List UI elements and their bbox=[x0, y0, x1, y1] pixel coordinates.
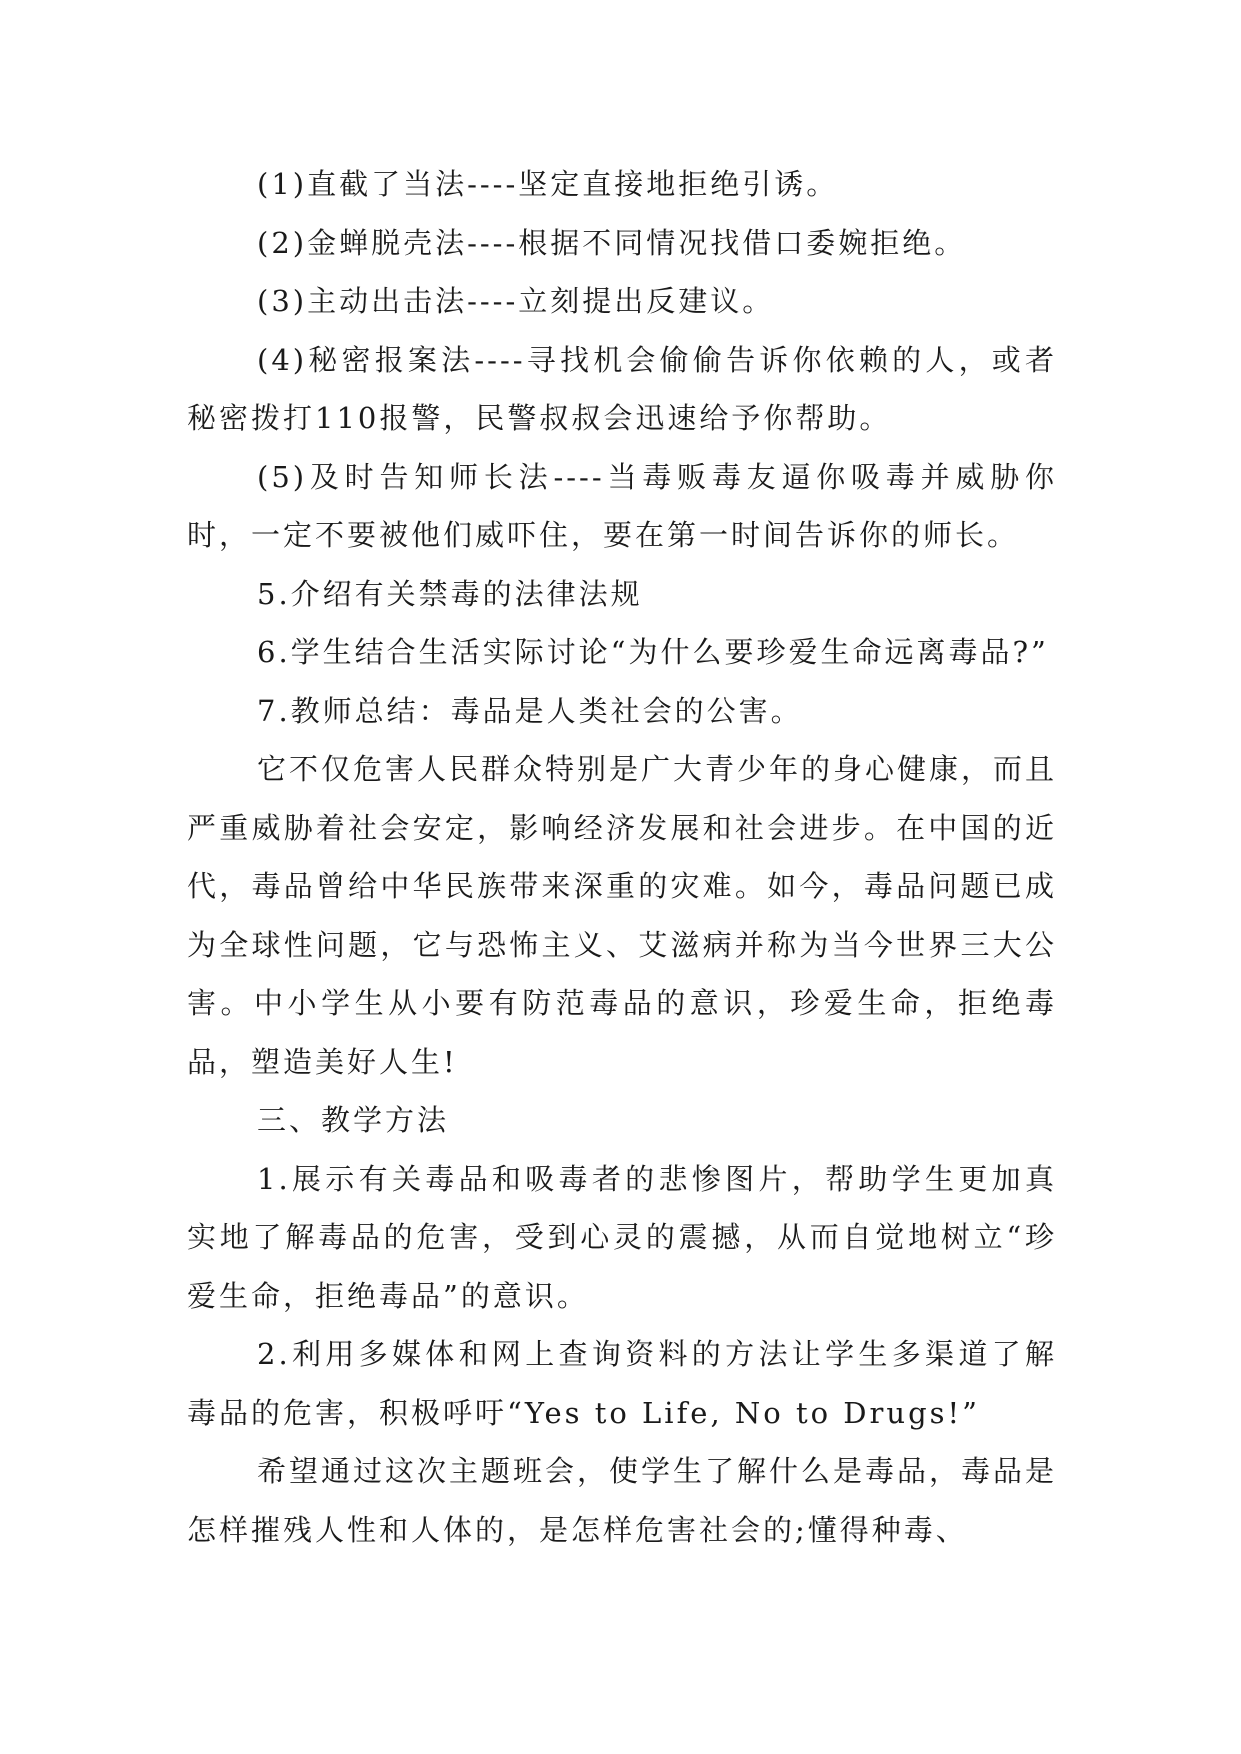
section-heading-teaching-methods: 三、教学方法 bbox=[257, 1103, 450, 1137]
method-1: 1.展示有关毒品和吸毒者的悲惨图片，帮助学生更加真实地了解毒品的危害，受到心灵的震撼，从而自觉地树立“珍爱生命，拒绝毒品”的意识。 bbox=[187, 1161, 1057, 1313]
summary-paragraph: 它不仅危害人民群众特别是广大青少年的身心健康，而且严重威胁着社会安定，影响经济发展和社会进步。在中国的近代，毒品曾给中华民族带来深重的灾难。如今，毒品问题已成为全球性问题，它与恐怖主义、艾滋病并称为当今世界三大公害。中小学生从小要有防范毒品的意识，珍爱生命，拒绝毒品，塑造美好人生! bbox=[187, 752, 1058, 1079]
method-2: 2.利用多媒体和网上查询资料的方法让学生多渠道了解毒品的危害，积极呼吁“Yes to Life, No to Drugs!” bbox=[187, 1337, 1057, 1430]
step-5-laws: 5.介绍有关禁毒的法律法规 bbox=[257, 576, 643, 611]
step-6-discussion: 6.学生结合生活实际讨论“为什么要珍爱生命远离毒品?” bbox=[257, 635, 1049, 669]
refusal-method-3: (3)主动出击法----立刻提出反建议。 bbox=[257, 284, 775, 318]
refusal-method-1: (1)直截了当法----坚定直接地拒绝引诱。 bbox=[257, 167, 839, 201]
step-7-summary: 7.教师总结：毒品是人类社会的公害。 bbox=[257, 693, 803, 728]
refusal-method-4: (4)秘密报案法----寻找机会偷偷告诉你依赖的人，或者秘密拨打110报警，民警叔叔会迅速给予你帮助。 bbox=[187, 342, 1057, 435]
document-body bbox=[187, 155, 1057, 1559]
closing-paragraph: 希望通过这次主题班会，使学生了解什么是毒品，毒品是怎样摧残人性和人体的，是怎样危害社会的;懂得种毒、 bbox=[187, 1454, 1058, 1547]
refusal-method-2: (2)金蝉脱壳法----根据不同情况找借口委婉拒绝。 bbox=[257, 225, 967, 260]
refusal-method-5: (5)及时告知师长法----当毒贩毒友逼你吸毒并威胁你时，一定不要被他们威吓住，要在第一时间告诉你的师长。 bbox=[187, 459, 1057, 552]
